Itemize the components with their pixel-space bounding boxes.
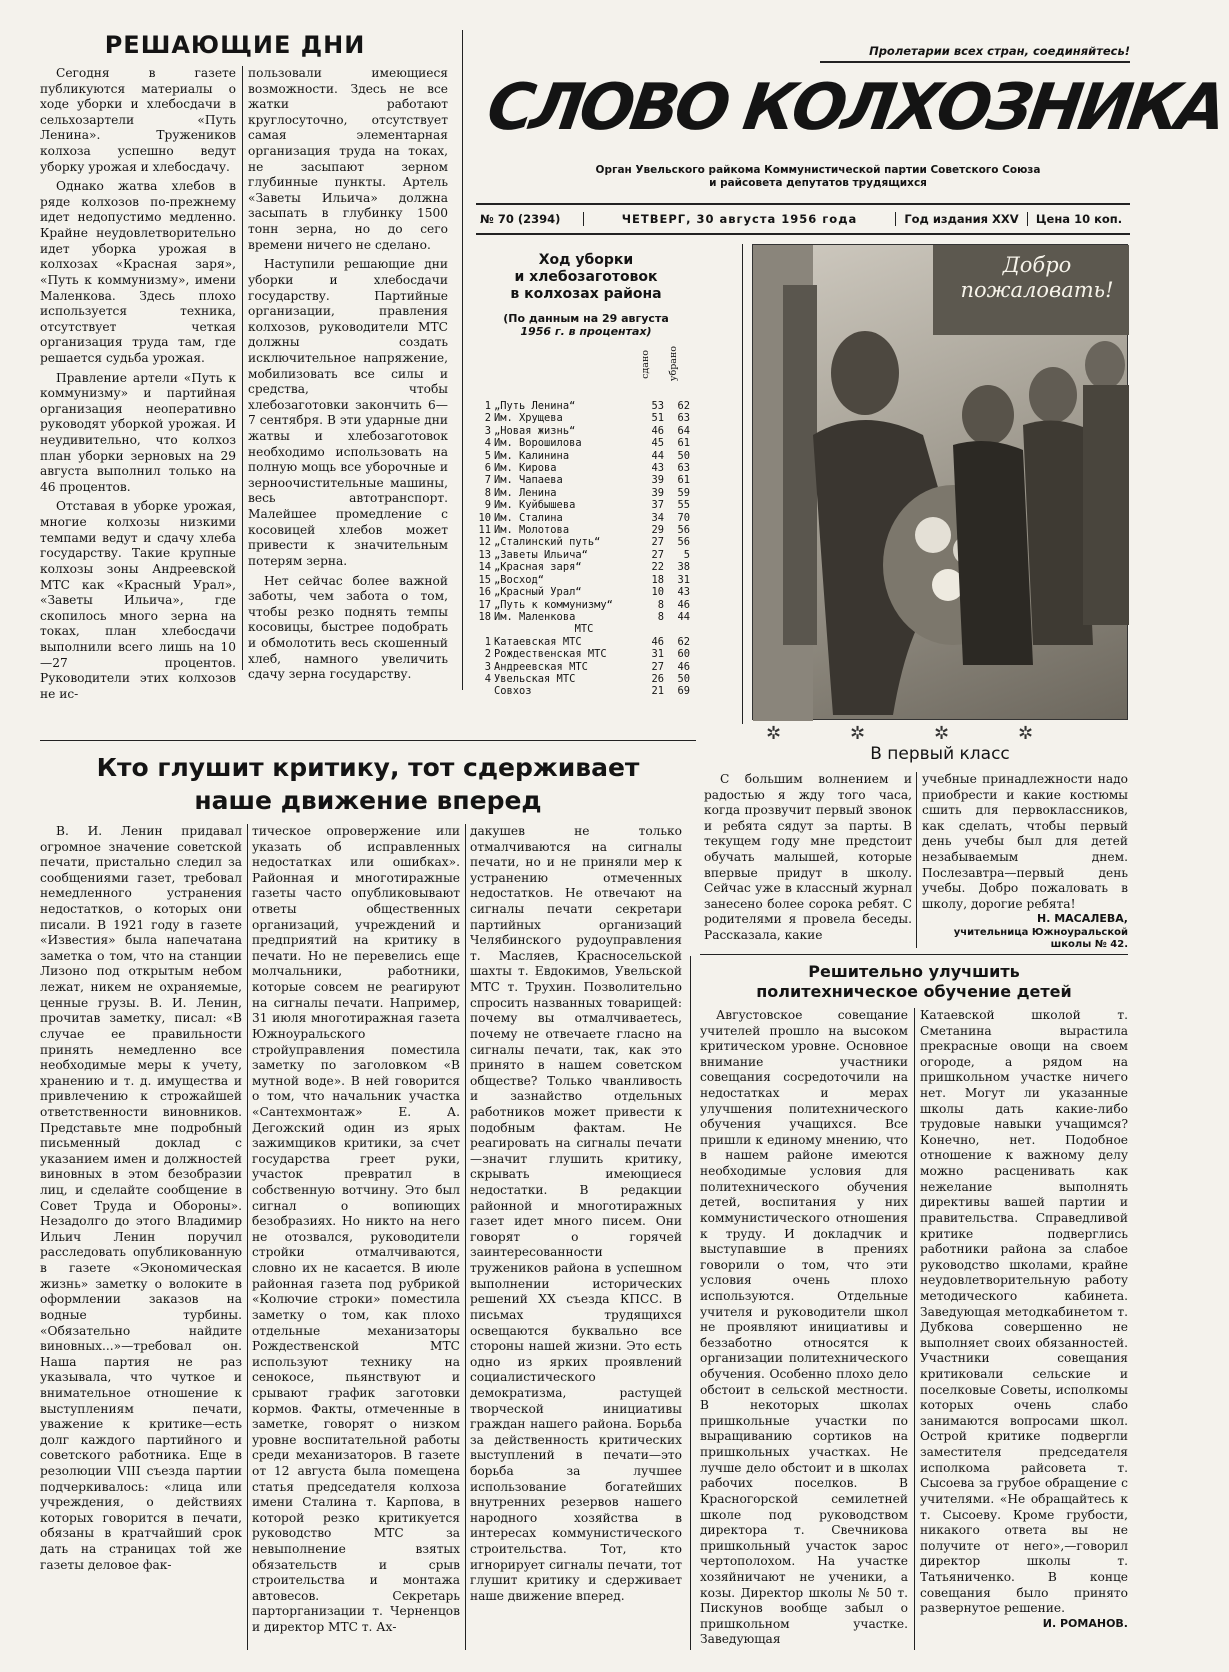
column-divider bbox=[462, 30, 463, 690]
table-note-line: (По данным на 29 августа bbox=[503, 312, 669, 325]
table-row-delivered: 26 bbox=[651, 672, 664, 685]
table-row-delivered: 18 bbox=[651, 573, 664, 586]
table-row-harvested: 64 bbox=[677, 424, 690, 437]
photo-author: Н. МАСАЛЕВА, bbox=[1037, 912, 1128, 926]
table-title-line: Ход уборки bbox=[538, 252, 634, 268]
table-row-name: Им. Маленкова bbox=[494, 610, 576, 623]
column-divider bbox=[914, 1008, 915, 1650]
table-row-name: Им. Ленина bbox=[494, 486, 557, 499]
section-rule bbox=[700, 954, 1128, 955]
lead-paragraph: Нет сейчас более важной заботы, чем забота о том, чтобы резко поднять темпы косовицы, быстрее подобрать и обмолотить весь скошенный хлеб, намного увеличить сдачу зерна государству. bbox=[248, 573, 448, 682]
table-row-number: 12 bbox=[478, 536, 491, 549]
table-row-number: 2 bbox=[484, 648, 491, 661]
lead-paragraph: Сегодня в газете публикуются материалы о ходе уборки и хлебосдачи в сельхозартели «Путь Ленина». Тружеников колхоза успешно ведут уборку урожая и хлебосдачу. bbox=[40, 66, 236, 174]
photo-author-title: учительница Южноуральской школы № 42. bbox=[953, 926, 1128, 951]
table-row-harvested: 60 bbox=[677, 648, 690, 661]
decorative-star-icon: ✲ bbox=[1018, 723, 1034, 744]
table-row-delivered: 53 bbox=[651, 400, 664, 412]
lead-paragraph: Правление артели «Путь к коммунизму» и партийная организация неоперативно руководят уборкой урожая. И неудивительно, что колхоз план уборки зерновых на 29 августа выполнил только на 46 процентов. bbox=[40, 370, 236, 494]
table-row bbox=[478, 524, 690, 536]
table-row-name: Им. Ворошилова bbox=[494, 437, 582, 450]
table-col-header-harvested: убрано bbox=[668, 346, 679, 382]
masthead-subtitle-line: Орган Увельского райкома Коммунистической партии Советского Союза bbox=[595, 164, 1041, 176]
lead-paragraph: пользовали имеющиеся возможности. Здесь не все жатки работают круглосуточно, отсутствует самая элементарная организация труда на токах, не засыпают зерном глубинные пункты. Артель «Заветы Ильича» должна засыпать в глубинку 1500 тонн зерна, но до сего времени ничего не сделано. bbox=[248, 66, 448, 252]
table-row-delivered: 37 bbox=[651, 499, 664, 512]
issue-number: № 70 (2394) bbox=[476, 212, 584, 227]
table-row-name: „Новая жизнь“ bbox=[494, 424, 576, 437]
harvest-table bbox=[478, 400, 690, 698]
table-row-name: Увельская МТС bbox=[494, 672, 576, 685]
table-row-name: Катаевская МТС bbox=[494, 635, 582, 648]
table-row-name: „Восход“ bbox=[494, 573, 545, 586]
critique-headline-line: Кто глушит критику, тот сдерживает bbox=[96, 753, 640, 782]
table-row-name: „Путь к коммунизму“ bbox=[494, 598, 613, 611]
table-row-number: 6 bbox=[484, 462, 491, 475]
critique-column-2: тическое опровержение или указать об исправленных недостатках или ошибках». Районная и многотиражные газеты часто опубликовывают ответы общественных организаций, учреждений и предприятий на критику в печати. Но не перевелись еще молчальники, работники, которые совсем не реагируют на сигналы печати. Например, 31 июля многотиражная газета Южноуральского стройуправления поместила заметку по заголовком «В мутной воде». В ней говорится о том, что начальник участка «Сантехмонтаж» Е. А. Дегожский один из ярых зажимщиков критики, за счет государства греет руки, участок превратил в собственную вотчину. Это был сигнал о вопиющих безобразиях. Но никто на него не отозвался, руководители стройки отмалчиваются, словно их не касается. В июле районная газета под рубрикой «Колючие строки» поместила заметку о том, как плохо отдельные механизаторы Рождественской МТС используют технику на сенокосе, пьянствуют и срывают график заготовки кормов. Факты, отмеченные в заметке, говорят о низком уровне воспитательной работы среди механизаторов. В газете от 12 августа была помещена статья председателя колхоза имени Сталина т. Карпова, в которой резко критикуется руководство МТС за невыполнение взятых обязательств и срыв строительства и монтажа автовесов. Секретарь парторганизации т. Черненцов и директор МТС т. Ах- bbox=[252, 824, 460, 1635]
table-row-delivered: 27 bbox=[651, 548, 664, 561]
photo-illustration bbox=[753, 245, 1129, 721]
table-row bbox=[478, 661, 690, 673]
column-divider bbox=[465, 824, 466, 1650]
welcome-board-line: пожаловать! bbox=[960, 278, 1114, 303]
column-divider bbox=[690, 956, 691, 1650]
table-row-harvested: 38 bbox=[677, 561, 690, 574]
table-title bbox=[478, 252, 694, 302]
table-row-delivered: 39 bbox=[651, 486, 664, 499]
table-row-number: 18 bbox=[478, 610, 491, 623]
table-row-delivered: 46 bbox=[651, 424, 664, 437]
table-row-name: Им. Калинина bbox=[494, 449, 570, 462]
table-row bbox=[478, 512, 690, 524]
photo-text-right-body: учебные принадлежности надо приобрести и какие костюмы сшить для первоклассников, как сделать, чтобы первый день учебы был для детей незабываемым днем. Послезавтра—первый день учебы. Добро пожаловать в школу, дорогие ребята! bbox=[922, 772, 1128, 911]
table-row-name: Андреевская МТС bbox=[494, 660, 588, 673]
table-row bbox=[478, 400, 690, 412]
table-row-delivered: 29 bbox=[651, 524, 664, 537]
photo-text-right bbox=[922, 772, 1128, 950]
table-row-delivered: 27 bbox=[651, 660, 664, 673]
table-row-number: 1 bbox=[484, 400, 491, 412]
issue-year: Год издания XXV bbox=[896, 212, 1028, 227]
table-row-harvested: 69 bbox=[677, 685, 690, 698]
lead-paragraph: Отставая в уборке урожая, многие колхозы низкими темпами ведут и сдачу хлеба государству. Такие крупные колхозы зоны Андреевской МТС как «Красный Урал», «Заветы Ильича», где скопилось много зерна на токах, план хлебосдачи выполнили всего лишь на 10—27 процентов. Руководители этих колхозов не ис- bbox=[40, 499, 236, 701]
table-row-number: 14 bbox=[478, 561, 491, 574]
table-row-harvested: 56 bbox=[677, 524, 690, 537]
table-row-delivered: 8 bbox=[657, 610, 664, 623]
school-headline-line: политехническое обучение детей bbox=[756, 982, 1072, 1001]
table-row-delivered: 8 bbox=[657, 598, 664, 611]
table-row-number: 15 bbox=[478, 573, 491, 586]
table-row-number: 3 bbox=[484, 424, 491, 437]
table-row-name: Им. Сталина bbox=[494, 511, 563, 524]
issue-price: Цена 10 коп. bbox=[1035, 211, 1123, 226]
table-row-harvested: 63 bbox=[677, 462, 690, 475]
table-row-number: 7 bbox=[484, 474, 491, 487]
section-rule bbox=[40, 740, 696, 741]
table-row-harvested: 61 bbox=[677, 474, 690, 487]
table-title-line: в колхозах района bbox=[510, 285, 662, 302]
table-row-name: „Заветы Ильича“ bbox=[494, 548, 588, 561]
table-row-number: 1 bbox=[484, 635, 491, 648]
table-row bbox=[478, 561, 690, 573]
column-divider bbox=[742, 244, 743, 724]
table-row-delivered: 44 bbox=[651, 449, 664, 462]
table-row bbox=[478, 685, 690, 697]
table-row-number: 10 bbox=[478, 511, 491, 524]
table-row-name: Им. Куйбышева bbox=[494, 499, 576, 512]
masthead-rule-top bbox=[476, 203, 1130, 205]
table-row-delivered: 21 bbox=[651, 685, 664, 698]
table-row-number bbox=[478, 685, 494, 697]
table-row-number: 17 bbox=[478, 598, 491, 611]
table-row-delivered: 34 bbox=[651, 511, 664, 524]
table-row-number: 5 bbox=[484, 449, 491, 462]
table-row bbox=[478, 425, 690, 437]
table-row-name: „Красная заря“ bbox=[494, 561, 582, 574]
table-row bbox=[478, 673, 690, 685]
table-row-delivered: 27 bbox=[651, 536, 664, 549]
table-row-harvested: 62 bbox=[677, 635, 690, 648]
table-row bbox=[478, 499, 690, 511]
lead-headline: РЕШАЮЩИЕ ДНИ bbox=[104, 31, 366, 59]
table-row-harvested: 46 bbox=[677, 660, 690, 673]
table-row-harvested: 44 bbox=[677, 610, 690, 623]
photo-caption: В первый класс bbox=[870, 744, 1010, 764]
table-row bbox=[478, 487, 690, 499]
table-row-delivered: 46 bbox=[651, 635, 664, 648]
lead-column-2 bbox=[248, 66, 448, 682]
table-row-name: „Путь Ленина“ bbox=[494, 400, 576, 412]
school-author: И. РОМАНОВ. bbox=[1042, 1616, 1128, 1630]
school-column-2 bbox=[920, 1008, 1128, 1654]
table-note-line: 1956 г. в процентах) bbox=[520, 325, 652, 339]
table-row-name: Им. Кирова bbox=[494, 462, 557, 475]
decorative-star-icon: ✲ bbox=[766, 723, 782, 744]
table-row-name: Рождественская МТС bbox=[494, 648, 607, 661]
table-row bbox=[478, 462, 690, 474]
table-row bbox=[478, 586, 690, 598]
table-row-number: 13 bbox=[478, 548, 491, 561]
table-row bbox=[478, 450, 690, 462]
decorative-star-icon: ✲ bbox=[850, 723, 866, 744]
table-row-number: 3 bbox=[484, 660, 491, 673]
table-row-harvested: 5 bbox=[683, 548, 690, 561]
lead-column-1 bbox=[40, 66, 236, 701]
table-mts-label: МТС bbox=[574, 623, 594, 636]
school-photo bbox=[752, 244, 1128, 720]
table-row-delivered: 31 bbox=[651, 648, 664, 661]
critique-headline-line: наше движение вперед bbox=[194, 785, 542, 815]
masthead-subtitle-line: и райсовета депутатов трудящихся bbox=[709, 176, 927, 189]
table-row bbox=[478, 474, 690, 486]
table-row-number: 8 bbox=[484, 486, 491, 499]
table-row-name: Совхоз bbox=[494, 685, 532, 698]
masthead-rule-bottom bbox=[476, 233, 1130, 235]
table-row-name: Им. Хрущева bbox=[494, 412, 563, 425]
issue-date: ЧЕТВЕРГ, 30 августа 1956 года bbox=[584, 212, 896, 227]
critique-column-3: дакушев не только отмалчиваются на сигналы печати, но и не приняли мер к устранению отмеченных недостатков. Не отвечают на сигналы печати секретари партийных организаций Челябинского рудоуправления т. Масляев, Красносельской шахты т. Евдокимов, Увельской МТС т. Трухин. Позволительно спросить названных товарищей: почему вы отмалчиваетесь, почему не отвечаете гласно на сигналы печати, так, как это принято в нашем советском обществе? Только чванливость и зазнайство отдельных работников может привести к подобным фактам. Не реагировать на сигналы печати—значит глушить критику, скрывать имеющиеся недостатки. В редакции районной и многотиражных газет идет много писем. Они говорят о горячей заинтересованности тружеников района в успешном выполнении исторических решений XX съезда КПСС. В письмах трудящихся освещаются буквально все стороны нашей жизни. Это есть одно из ярких проявлений социалистического демократизма, растущей творческой инициативы граждан нашего района. Борьба за действенность критических выступлений в печати—это борьба за лучшее использование богатейших внутренних резервов нашего народного хозяйства в интересах коммунистического строительства. Тот, кто игнорирует сигналы печати, тот глушит критику и сдерживает наше движение вперед. bbox=[470, 824, 682, 1603]
issue-bar bbox=[476, 208, 1130, 230]
table-row bbox=[478, 549, 690, 561]
table-row bbox=[478, 536, 690, 548]
table-row-delivered: 43 bbox=[651, 462, 664, 475]
welcome-board-line: Добро bbox=[1002, 253, 1072, 277]
table-row-harvested: 46 bbox=[677, 598, 690, 611]
welcome-board-text bbox=[949, 253, 1125, 303]
table-row-number: 11 bbox=[478, 524, 491, 537]
table-row-harvested: 63 bbox=[677, 412, 690, 425]
table-row bbox=[478, 611, 690, 623]
decorative-star-icon: ✲ bbox=[934, 723, 950, 744]
table-row-harvested: 59 bbox=[677, 486, 690, 499]
column-divider bbox=[916, 772, 917, 948]
lead-paragraph: Наступили решающие дни уборки и хлебосдачи государству. Партийные организации, правления колхозов, руководители МТС должны создать исключительное напряжение, мобилизовать все силы и средства, чтобы хлебозаготовки закончить 6—7 сентября. В эти ударные дни жатвы и хлебозаготовок необходимо использовать на полную мощь все уборочные и зерноочистительные машины, весь автотранспорт. Малейшее промедление с косовицей хлебов может привести к значительным потерям зерна. bbox=[248, 257, 448, 568]
table-row-name: Им. Молотова bbox=[494, 524, 570, 537]
school-column-2-body: Катаевской школой т. Сметанина вырастила прекрасные овощи на своем огороде, а рядом на пришкольном участке ничего нет. Могут ли указанные школы дать какие-либо трудовые навыки учащимся? Конечно, нет. Подобное отношение к важному делу можно расценивать как нежелание выполнять директивы вашей партии и правительства. Справедливой критике подверглись работники района за слабое руководство школами, крайне неудовлетворительную работу методического кабинета. Заведующая методкабинетом т. Дубкова совершенно не выполняет своих обязанностей. Участники совещания критиковали сельские и поселковые Советы, исполкомы которых очень слабо занимаются вопросами школ. Острой критике подвергли заместителя председателя исполкома райсовета т. Сысоева за грубое обращение с учителями. «Не обращайтесь к т. Сысоеву. Кроме грубости, никакого ответа вы не получите от него»,—говорил директор школы т. Татьяниченко. В конце совещания было принято развернутое решение. bbox=[920, 1008, 1128, 1616]
table-row-harvested: 31 bbox=[677, 573, 690, 586]
school-column-1: Августовское совещание учителей прошло на высоком критическом уровне. Основное внимание участники совещания сосредоточили на недостатках и мерах улучшения политехнического обучения учащихся. Все пришли к единому мнению, что в нашем районе имеются необходимые условия для политехнического обучения детей, воспитания у них коммунистического отношения к труду. И докладчик и выступавшие в прениях говорили о том, что эти условия очень плохо используются. Отдельные учителя и руководители школ не проявляют инициативы и беззаботно относятся к организации политехнического обучения. Особенно плохо дело обстоит в сельской местности. В некоторых школах пришкольные участки по выращиванию сортиков на пришкольных участках. Не лучше дело обстоит и в школах рабочих поселков. В Красногорской семилетней школе под руководством директора т. Свечникова пришкольный участок зарос чертополохом. На участке хозяйничают не ученики, а козы. Директор школы № 50 т. Пискунов вообще забыл о пришкольном участке. Заведующая bbox=[700, 1008, 908, 1647]
table-row-harvested: 43 bbox=[677, 586, 690, 599]
table-row-harvested: 62 bbox=[677, 400, 690, 412]
table-row-delivered: 22 bbox=[651, 561, 664, 574]
table-row-name: „Красный Урал“ bbox=[494, 586, 582, 599]
table-note bbox=[478, 312, 694, 338]
table-row-number: 4 bbox=[484, 672, 491, 685]
table-row-harvested: 55 bbox=[677, 499, 690, 512]
table-row bbox=[478, 437, 690, 449]
table-row-number: 16 bbox=[478, 586, 491, 599]
table-row-harvested: 50 bbox=[677, 449, 690, 462]
table-row bbox=[478, 574, 690, 586]
table-row-name: „Сталинский путь“ bbox=[494, 536, 601, 549]
table-row-number: 4 bbox=[484, 437, 491, 450]
masthead-title: СЛОВО КОЛХОЗНИКА bbox=[482, 71, 1228, 145]
table-row bbox=[478, 636, 690, 648]
school-headline-line: Решительно улучшить bbox=[808, 962, 1020, 981]
table-row-number: 2 bbox=[484, 412, 491, 425]
table-row bbox=[478, 599, 690, 611]
school-headline bbox=[700, 962, 1128, 1002]
table-row-delivered: 45 bbox=[651, 437, 664, 450]
column-divider bbox=[242, 66, 243, 670]
table-title-line: и хлебозаготовок bbox=[514, 268, 658, 285]
photo-text-left: С большим волнением и радостью я жду того часа, когда прозвучит первый звонок и ребята сядут за парты. В текущем году мне предстоит обучать малышей, которые впервые придут в школу. Сейчас уже в классный журнал занесено более сорока ребят. С родителями я провела беседы. Рассказала, какие bbox=[704, 772, 912, 943]
table-row-delivered: 10 bbox=[651, 586, 664, 599]
critique-headline bbox=[40, 752, 696, 817]
table-row-name: Им. Чапаева bbox=[494, 474, 563, 487]
critique-column-1: В. И. Ленин придавал огромное значение советской печати, пристально следил за сообщениями газет, требовал немедленного устранения недостатков, о которых они писали. В 1921 году в газете «Известия» была напечатана заметка о том, что на станции Лизоно под открытым небом лежат, никем не охраняемые, ценные грузы. В. И. Ленин, прочитав заметку, писал: «В случае ее правильности принять немедленно все необходимые меры к учету, хранению и т. д. имущества и привлечению к строжайшей ответственности виновников. Представьте мне подробный письменный доклад с указанием имен и должностей виновных в этом безобразии лиц, и сделайте сообщение в Совет Труда и Обороны». Незадолго до этого Владимир Ильич Ленин поручил расследовать опубликованную в газете «Экономическая жизнь» заметку о волоките в оформлении заказов на водные турбины. «Обязательно найдите виновных...»—требовал он. Наша партия не раз указывала, что чуткое и внимательное отношение к выступлениям печати, уважение к критике—есть долг каждого партийного и советского работника. Еще в резолюции VIII съезда партии подчеркивалось: «лица или учреждения, о действиях которых говорится в печати, обязаны в кратчайший срок дать на страницах той же газеты деловое фак- bbox=[40, 824, 242, 1572]
table-col-header-delivered: сдано bbox=[640, 350, 651, 379]
table-row-harvested: 50 bbox=[677, 672, 690, 685]
table-row-delivered: 51 bbox=[651, 412, 664, 425]
table-row-number: 9 bbox=[484, 499, 491, 512]
masthead-slogan: Пролетарии всех стран, соединяйтесь! bbox=[820, 44, 1130, 63]
table-row bbox=[478, 412, 690, 424]
table-row-harvested: 56 bbox=[677, 536, 690, 549]
table-row bbox=[478, 648, 690, 660]
masthead-subtitle bbox=[548, 164, 1088, 189]
table-row-delivered: 39 bbox=[651, 474, 664, 487]
lead-paragraph: Однако жатва хлебов в ряде колхозов по-прежнему идет недопустимо медленно. Крайне неудовлетворительно идет уборка урожая в колхозах «Красная заря», «Путь к коммунизму», имени Маленкова. Здесь плохо используется техника, отсутствует четкая организация труда там, где решается судьба урожая. bbox=[40, 179, 236, 365]
table-row-harvested: 61 bbox=[677, 437, 690, 450]
table-row-harvested: 70 bbox=[677, 511, 690, 524]
column-divider bbox=[247, 824, 248, 1650]
